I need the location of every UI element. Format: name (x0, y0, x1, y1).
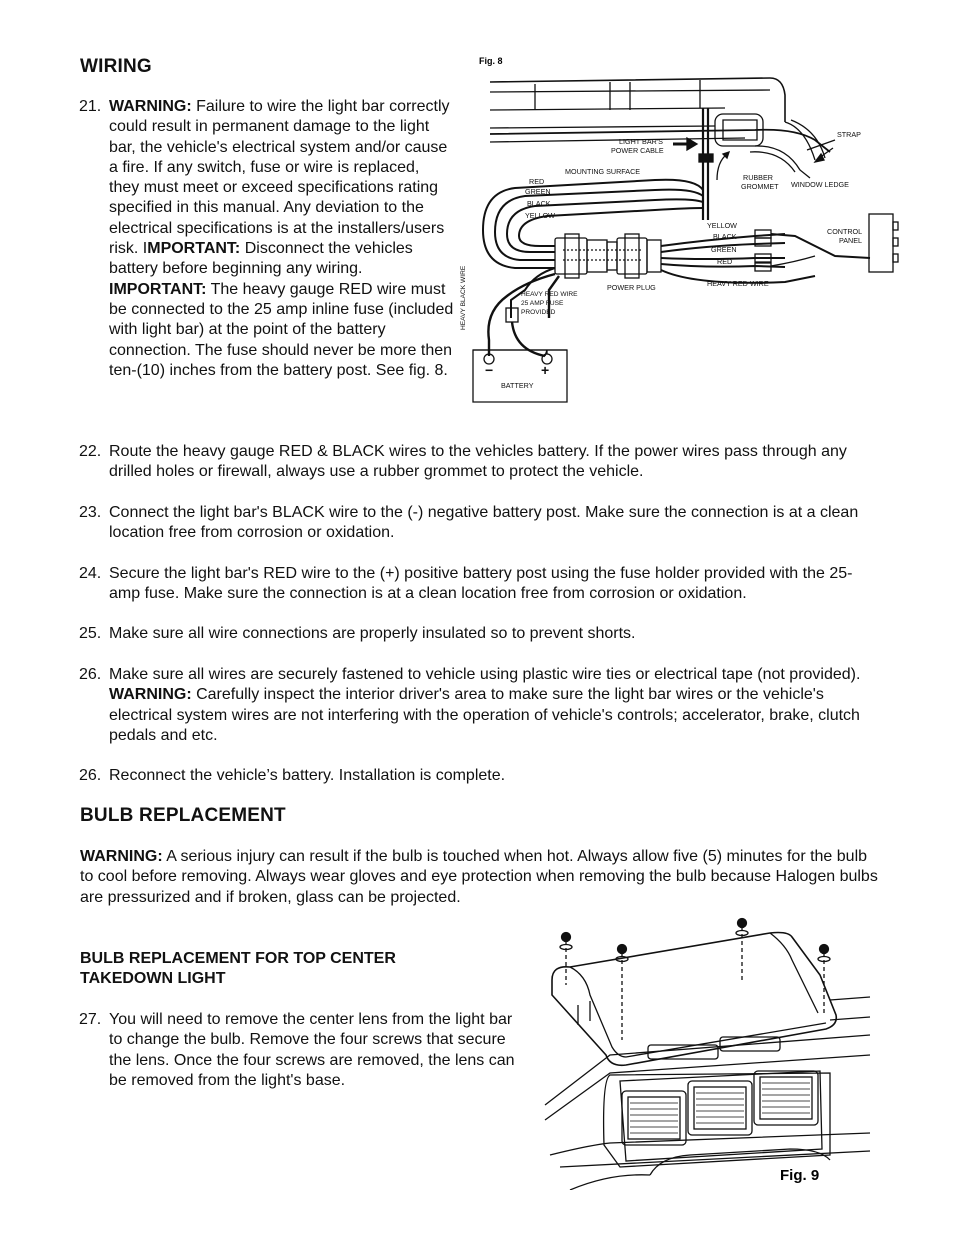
important-text: Disconnect the vehicles battery before beginning any wiring. (109, 240, 413, 278)
lens-diagram (530, 905, 900, 1190)
label-rubber-1: RUBBER (743, 173, 773, 182)
label-black: BLACK (527, 199, 551, 208)
item-text: Reconnect the vehicle’s battery. Installation is complete. (109, 767, 506, 784)
item-text: Connect the light bar's BLACK wire to the (-) negative battery post. Make sure the connection is at a clean location free from corrosion or oxidation. (109, 504, 859, 542)
item-number: 27. (79, 1011, 102, 1028)
item-number: 26. (79, 666, 102, 683)
label-fuse-1: HEAVY RED WIRE (521, 291, 578, 298)
warning-label: WARNING: (109, 98, 192, 115)
label-power-cable-1: LIGHT BAR'S (619, 137, 663, 146)
label-mounting-surface: MOUNTING SURFACE (565, 167, 641, 176)
fig9-caption: Fig. 9 (780, 1167, 820, 1184)
warning-text: Failure to wire the light bar correctly could result in permanent damage to the light bar, the vehicle's electrical system and/or cause a fire. If any switch, fuse or wire is replaced, they must meet or exceed specifications rating specified in this manual. Any deviation to the electrical specifications is at the installers/users risk. (109, 98, 450, 258)
item-number: 24. (79, 565, 102, 582)
item-number: 23. (79, 504, 102, 521)
important-label: MPORTANT: (147, 240, 241, 258)
label-green-2: GREEN (711, 245, 737, 254)
bulb-warning (80, 847, 880, 908)
label-heavy-red: HEAVY RED WIRE (707, 279, 769, 288)
label-green: GREEN (525, 187, 551, 196)
label-rubber-2: GROMMET (741, 182, 779, 191)
label-battery: BATTERY (501, 381, 534, 390)
item-25 (79, 624, 879, 644)
label-red: RED (529, 177, 545, 186)
label-heavy-black: HEAVY BLACK WIRE (460, 265, 467, 330)
item-number: 21. (79, 98, 102, 115)
item-26-reconnect (79, 766, 879, 786)
label-fuse-3: PROVIDED (521, 309, 556, 316)
item-number: 26. (79, 767, 102, 784)
item-text: Route the heavy gauge RED & BLACK wires to the vehicles battery. If the power wires pass through any drilled holes or firewall, always use a rubber grommet to protect the vehicle. (109, 443, 847, 481)
item-21 (79, 97, 454, 381)
warning-label: WARNING: (80, 848, 163, 865)
item-text: Make sure all wire connections are properly insulated so to prevent shorts. (109, 625, 636, 642)
figure-9 (530, 905, 900, 1190)
label-window-ledge: WINDOW LEDGE (791, 180, 849, 189)
fig8-caption: Fig. 8 (479, 56, 503, 66)
important-text-2: The heavy gauge RED wire must be connected to the 25 amp inline fuse (included with light bar) at the point of the battery connection. The fuse should never be more then ten-(10) inches from the battery post. See fig. 8. (109, 280, 454, 379)
item-22 (79, 442, 879, 483)
item-text (109, 665, 879, 746)
label-strap: STRAP (837, 130, 861, 139)
label-power-plug: POWER PLUG (607, 283, 656, 292)
bulb-heading: BULB REPLACEMENT (80, 805, 286, 826)
item-24 (79, 564, 879, 605)
item-number: 22. (79, 443, 102, 460)
wiring-diagram (455, 50, 915, 410)
label-control-1: CONTROL (827, 227, 863, 236)
wiring-heading: WIRING (80, 56, 152, 77)
item-text-part: Carefully inspect the interior driver's area to make sure the light bar wires or the vehicle's electrical system wires are not interfering with the operation of vehicle's controls; accelerator, brake, clutch pedals and etc. (109, 686, 860, 744)
label-plus: + (541, 362, 550, 378)
label-control-2: PANEL (839, 236, 863, 245)
label-yellow-2: YELLOW (707, 221, 737, 230)
warning-text: A serious injury can result if the bulb is touched when hot. Always allow five (5) minutes for the bulb to cool before removing. Always wear gloves and eye protection when removing the bulb because Halogen bulbs are pressurized and if broken, glass can be projected. (80, 848, 878, 906)
important-label-2: IMPORTANT: (109, 280, 207, 298)
label-fuse-2: 25 AMP FUSE (521, 300, 564, 307)
item-21-text (109, 97, 454, 381)
label-black-2: BLACK (713, 232, 737, 241)
label-red-2: RED (717, 257, 733, 266)
item-number: 25. (79, 625, 102, 642)
warning-label: WARNING: (109, 686, 192, 704)
label-yellow: YELLOW (525, 211, 555, 220)
important-prefix: I (142, 240, 148, 258)
item-27 (79, 1010, 524, 1091)
item-text: Secure the light bar's RED wire to the (+) positive battery post using the fuse holder provided with the 25-amp fuse. Make sure the connection is at a clean location free from corrosion or oxidation. (109, 565, 853, 603)
item-23 (79, 503, 879, 544)
figure-8 (455, 50, 915, 410)
item-text: You will need to remove the center lens from the light bar to change the bulb. Remove the four screws that secure the lens. Once the four screws are removed, the lens can be removed from the light's base. (109, 1011, 515, 1089)
label-minus: − (485, 362, 494, 378)
bulb-subheading: BULB REPLACEMENT FOR TOP CENTER TAKEDOWN LIGHT (80, 950, 396, 988)
item-text-part: Make sure all wires are securely fastened to vehicle using plastic wire ties or electrical tape (not provided). (109, 666, 861, 683)
item-26-fasten (79, 665, 879, 746)
label-power-cable-2: POWER CABLE (611, 146, 664, 155)
